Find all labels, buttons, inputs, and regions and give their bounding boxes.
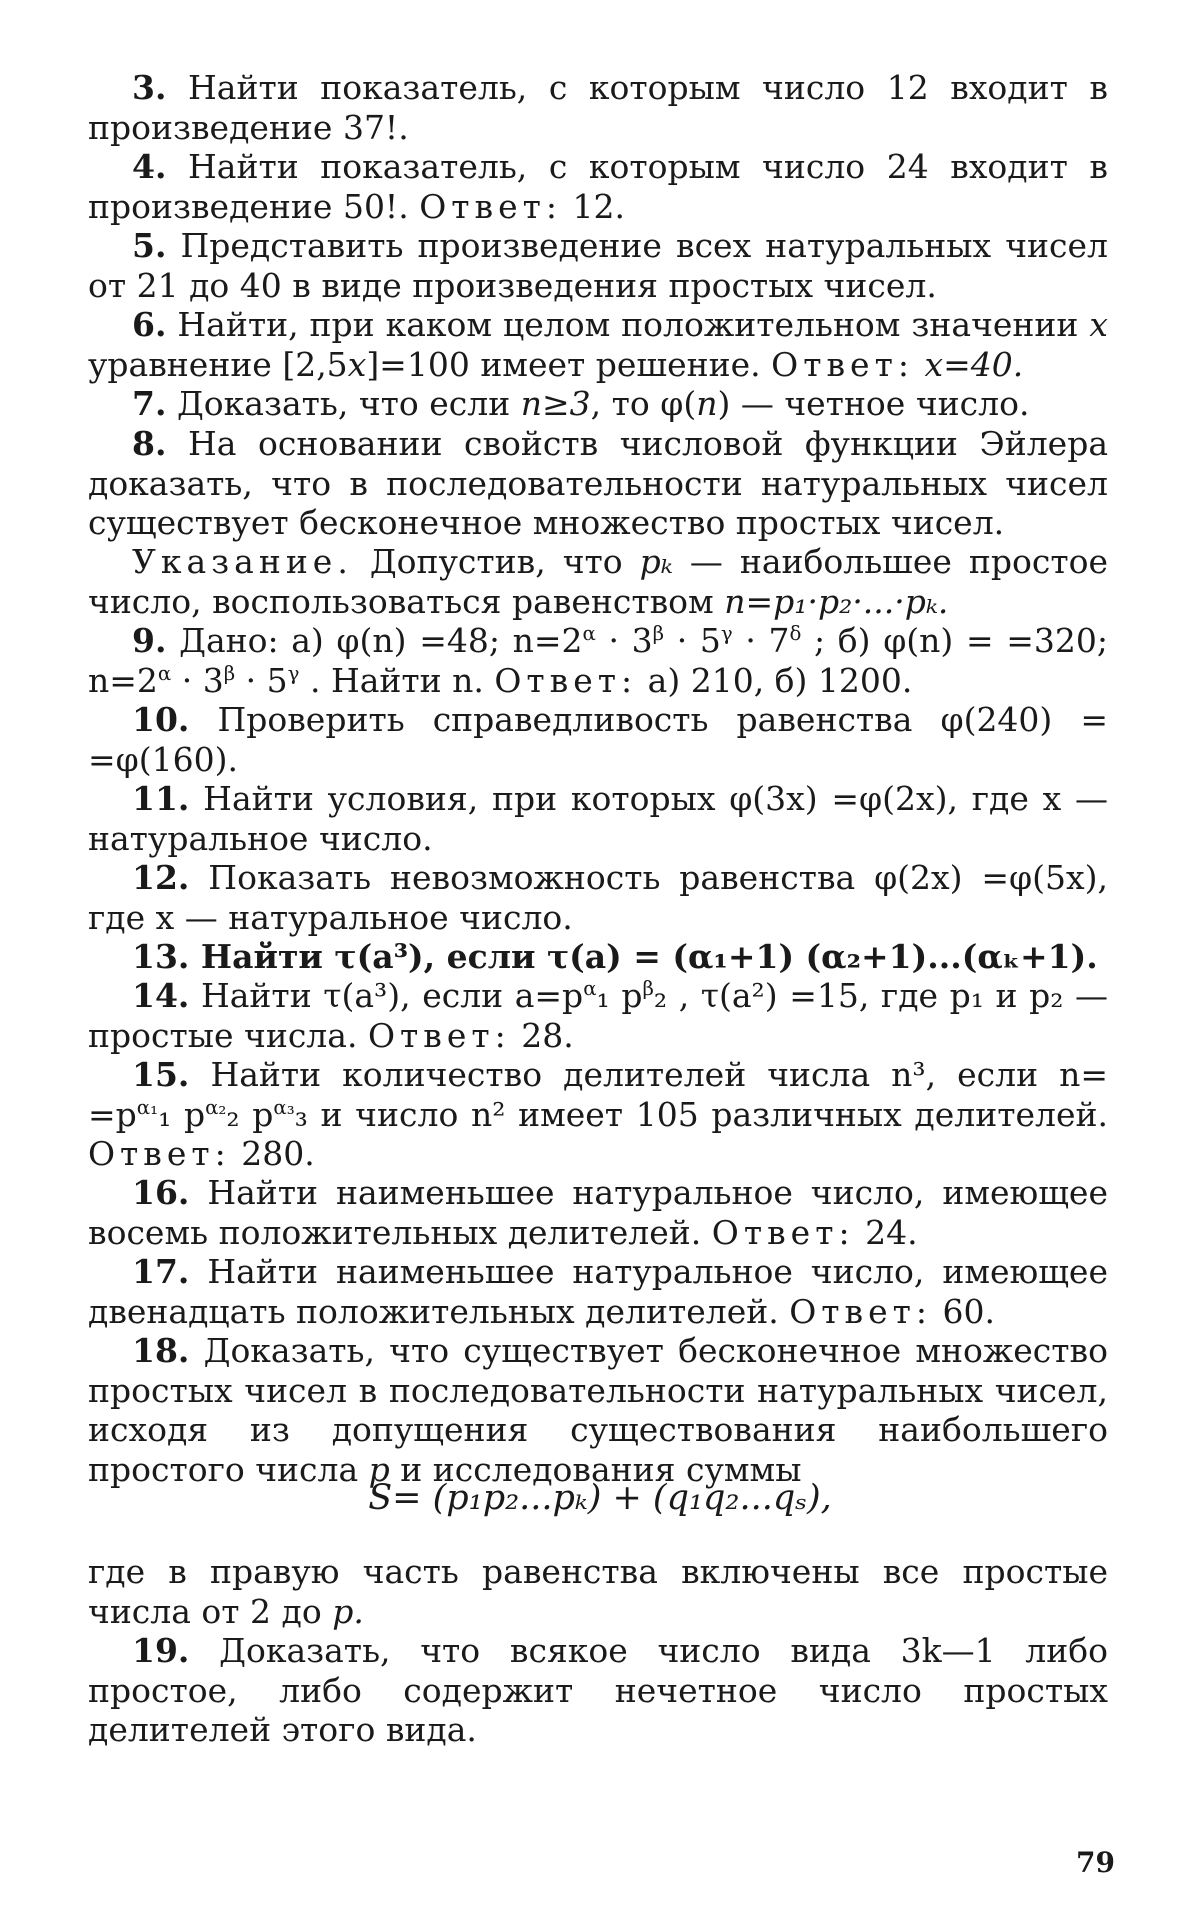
problem-number: 14. <box>132 976 190 1015</box>
problem-number: 10. <box>132 700 190 739</box>
problem-number: 16. <box>132 1173 190 1212</box>
problem-11 <box>88 779 1108 858</box>
problem-18-continuation <box>88 1552 1108 1631</box>
math-part: · 5 <box>235 660 288 700</box>
problem-text-3: ]=100 имеет решение. <box>366 344 761 384</box>
answer: 28. <box>521 1015 574 1055</box>
exp-beta: β <box>223 661 236 685</box>
problem-number: 6. <box>132 305 167 344</box>
problem-text: Представить произведение всех натуральных чисел от 21 до 40 в виде произведения простых чисел. <box>88 226 1108 305</box>
problem-number: 8. <box>132 424 167 463</box>
exp-alpha-2: α₂ <box>205 1095 227 1119</box>
problem-text: Найти показатель, с которым число 12 входит в произведение 37!. <box>88 68 1108 147</box>
hint <box>88 542 1108 621</box>
exp-alpha-3: α₃ <box>273 1095 295 1119</box>
exp-beta: β <box>652 622 665 645</box>
answer-label: Ответ: <box>789 1291 933 1331</box>
problem-5 <box>88 226 1108 305</box>
answer: 24. <box>865 1212 918 1252</box>
problem-number: 7. <box>132 384 167 423</box>
math-x: x <box>1089 305 1108 344</box>
problem-text: Доказать, что если <box>176 384 511 423</box>
problem-6 <box>88 305 1108 384</box>
answer: 12. <box>572 186 625 226</box>
math-equation: n=p₁·p₂·...·pₖ. <box>724 581 949 621</box>
problem-text-3: ) — четное число. <box>717 384 1030 423</box>
exp-gamma: γ <box>287 661 300 685</box>
problem-text: Найти τ(a³), если τ(a) = (α₁+1) (α₂+1)...(αₖ+1). <box>200 937 1098 976</box>
math-part: ₂ p <box>226 1094 274 1134</box>
problem-9 <box>88 621 1108 700</box>
math-part: · 7 <box>732 621 790 660</box>
problem-number: 18. <box>132 1331 190 1370</box>
answer: x=40. <box>924 344 1024 384</box>
problem-text: Найти условия, при которых φ(3x) =φ(2x), где x — натуральное число. <box>88 779 1108 858</box>
answer-label: Ответ: <box>494 660 638 700</box>
problem-7 <box>88 384 1108 424</box>
problem-text: где в правую часть равенства включены все простые числа от 2 до <box>88 1552 1108 1631</box>
answer: 280. <box>241 1134 315 1173</box>
problem-number: 13. <box>132 937 190 976</box>
problem-3 <box>88 68 1108 147</box>
hint-text: Допустив, что <box>369 542 623 581</box>
problem-4 <box>88 147 1108 226</box>
problem-text: Найти количество делителей числа n³, если n= =p <box>88 1055 1108 1134</box>
hint-text-2: — наибольшее простое число, воспользоваться равенством <box>88 542 1109 621</box>
problem-16 <box>88 1173 1108 1252</box>
math-pk: pₖ <box>639 542 673 581</box>
math-condition: n≥3 <box>520 384 591 423</box>
exp-beta: β <box>642 977 654 1000</box>
answer-label: Ответ: <box>419 186 562 226</box>
problem-text: Дано: а) φ(n) =48; n=2 <box>179 621 583 660</box>
problem-text: Проверить справедливость равенства φ(240) = =φ(160). <box>88 700 1108 779</box>
math-part: ₂ , τ(a²) =15, где p₁ и p₂ — простые числа. <box>88 976 1108 1055</box>
exp-gamma: γ <box>720 622 733 645</box>
math-part: · 3 <box>595 621 653 660</box>
answer: а) 210, б) 1200. <box>647 660 913 700</box>
exp-alpha: α <box>157 661 172 685</box>
problem-number: 4. <box>132 147 167 186</box>
page-number: 79 <box>1076 1846 1115 1879</box>
math-part: ₃ и число n² имеет 105 различных делителей. <box>294 1094 1108 1134</box>
math-p: p. <box>332 1591 364 1631</box>
answer-label: Ответ: <box>771 344 914 384</box>
exp-alpha: α <box>583 977 597 1000</box>
answer-label: Ответ: <box>367 1015 511 1055</box>
math-part: ₁ p <box>158 1094 206 1134</box>
problem-text: Найти, при каком целом положительном значении <box>177 305 1079 344</box>
problem-text: Показать невозможность равенства φ(2x) =φ(5x), где x — натуральное число. <box>88 858 1108 937</box>
problem-text: Найти τ(a³), если a=p <box>200 976 584 1015</box>
math-part: · 5 <box>664 621 721 660</box>
answer-label: Ответ: <box>711 1212 855 1252</box>
problem-text-2: и исследования суммы <box>400 1449 802 1489</box>
problem-number: 15. <box>132 1055 190 1094</box>
problem-19 <box>88 1631 1108 1750</box>
problem-text-2: , то φ( <box>590 384 697 423</box>
problem-15 <box>88 1055 1108 1174</box>
problem-text: Доказать, что существует бесконечное множество простых чисел в последовательности натуральных чисел, исходя из допущения существования наибольшего простого числа <box>88 1331 1108 1489</box>
problem-number: 11. <box>132 779 190 818</box>
answer: 60. <box>942 1291 995 1331</box>
math-x: x <box>347 344 367 384</box>
exp-alpha: α <box>582 622 596 645</box>
exp-delta: δ <box>789 622 802 645</box>
problem-number: 12. <box>132 858 190 897</box>
problem-number: 19. <box>132 1631 190 1670</box>
problem-number: 5. <box>132 226 167 265</box>
problem-text: Найти наименьшее натуральное число, имеющее восемь положительных делителей. <box>88 1173 1108 1252</box>
problem-text: На основании свойств числовой функции Эйлера доказать, что в последовательности натуральных чисел существует бесконечное множество простых чисел. <box>88 424 1108 542</box>
problem-text: Найти наименьшее натуральное число, имеющее двенадцать положительных делителей. <box>88 1252 1108 1331</box>
problem-18 <box>88 1331 1108 1489</box>
math-part: . Найти n. <box>299 660 484 700</box>
problem-text-2: уравнение [2,5 <box>88 344 348 384</box>
math-part: · 3 <box>171 660 224 700</box>
math-part: ₁ p <box>596 976 643 1015</box>
problem-text: Найти показатель, с которым число 24 входит в произведение 50!. <box>88 147 1108 226</box>
math-n: n <box>696 384 718 423</box>
hint-label: Указание. <box>132 542 353 581</box>
problem-number: 3. <box>132 68 167 107</box>
problem-17 <box>88 1252 1108 1331</box>
problem-12 <box>88 858 1108 937</box>
problem-14 <box>88 976 1108 1055</box>
sum-formula: S= (p₁p₂...pₖ) + (q₁q₂...qₛ), <box>368 1478 832 1518</box>
answer-label: Ответ: <box>88 1134 231 1173</box>
problem-13 <box>88 937 1108 977</box>
math-p: p <box>368 1449 390 1489</box>
problem-number: 17. <box>132 1252 190 1291</box>
problem-10 <box>88 700 1108 779</box>
exp-alpha-1: α₁ <box>136 1095 159 1119</box>
problem-8 <box>88 424 1108 543</box>
problem-number: 9. <box>132 621 167 660</box>
math-part: ; б) φ(n) = =320; n=2 <box>88 621 1108 700</box>
problem-text: Доказать, что всякое число вида 3k—1 либо простое, либо содержит нечетное число простых делителей этого вида. <box>88 1631 1108 1749</box>
